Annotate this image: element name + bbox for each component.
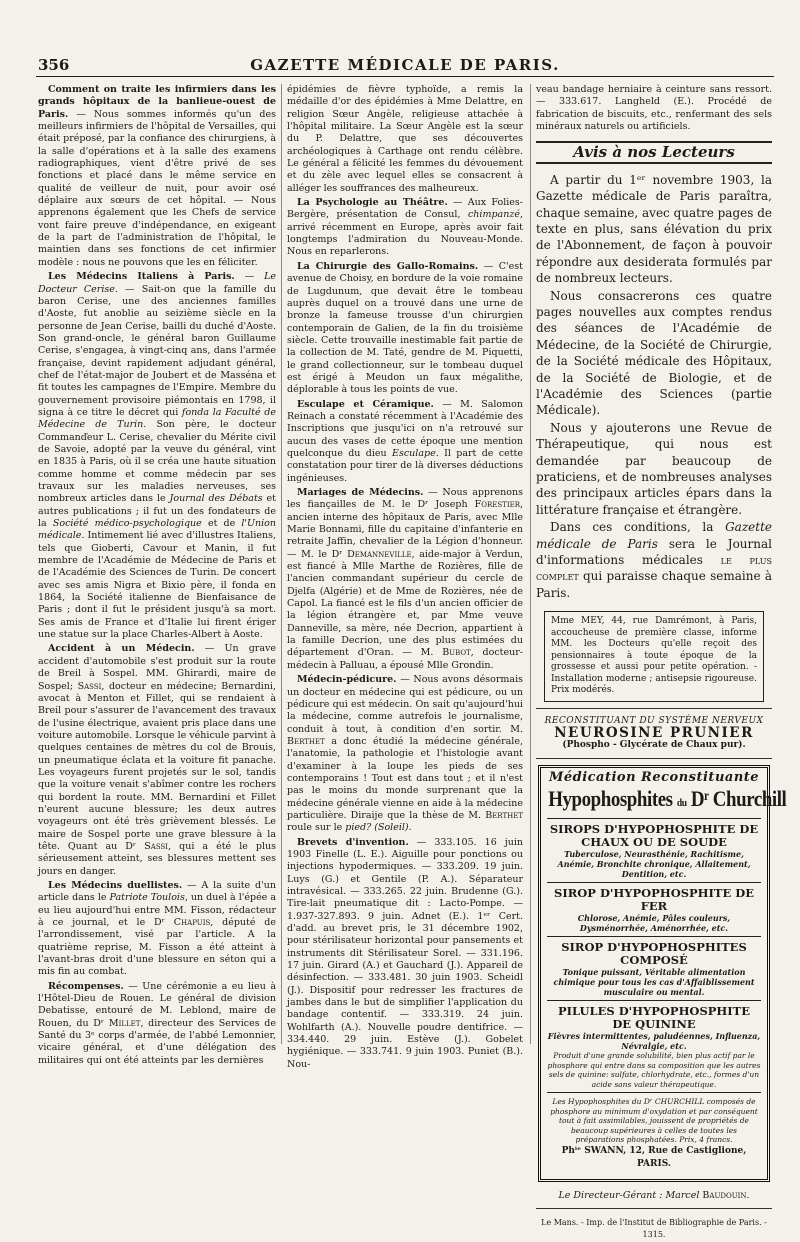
ad-section: PILULES D'HYPOPHOSPHITE DE QUININE Fièvres intermittentes, paludéennes, Influenza, Névralgie, etc. Produit d'une grande solubilité, bien plus actif par le phosphore qui entre dans sa composition que les autres sels de quinine: sulfate, chlorhydrate, etc., formes d'un acide sans valeur thérapeutique.: [547, 1000, 761, 1092]
article-chirurgie-gallo-romains: La Chirurgie des Gallo-Romains. — C'est avenue de Choisy, en bordure de la voie romaine de Lugdunum, que devait être le tombeau auprès duquel on a trouvé dans une urne de bronze la fameuse trousse d'un chirurgien contemporain de Galien, de la fin du troisième siècle. Cette trouvaille inestimable fait partie de la collection de M. Taté, gendre de M. Piquetti, le grand collectionneur, sur le tombeau duquel est érigé à Meudon un faux mégalithe, déplorable à tous les points de vue.: [287, 260, 523, 396]
article-heading: Comment on traite les infirmiers dans les grands hôpitaux de la banlieue-ouest de Paris.: [38, 84, 276, 120]
director-credit: Le Directeur-Gérant : Marcel Baudouin.: [558, 1189, 750, 1201]
article-medecin-pedicure: Médecin-pédicure. — Nous avons désormais un docteur en médecine qui est pédicure, ou un pédicure qui est médecin. On sait qu'aujourd'hui la médecine, comme autrefois le journalisme, conduit à tout, à condition d'en sortir. M. Berthet a donc étudié la médecine générale, l'anatomie, la pathologie et l'histologie avant d'examiner à la loupe les pieds de ses contemporains ! Tout est dans tout ; et il n'est pas le moins du monde surprenant que la médecine générale vienne en aide à la médecine particulière. Diraije que la thèse de M. Berthet roule sur le pied? (Soleil).: [287, 674, 523, 834]
article-recompenses: Récompenses. — Une cérémonie a eu lieu à l'Hôtel-Dieu de Rouen. Le général de division Debatisse, entouré de M. Leblond, maire de Rouen, du Dʳ Millet, directeur des Services de Santé du 3ᵉ corps d'armée, de l'abbé Lemonnier, vicaire général, et d'une délégation des militaires qui ont été atteints par les dernières: [38, 980, 276, 1066]
ad-section: SIROP D'HYPOPHOSPHITE DE FER Chlorose, Anémie, Pâles couleurs, Dysménorrhée, Aménorrhée, etc.: [547, 882, 761, 936]
ad-mey-midwife: Mme MEY, 44, rue Damrémont, à Paris, accoucheuse de première classe, informe MM. les Docteurs qu'elle reçoit des pensionnaires à toute époque de la grossesse et aussi pour petite opération. - Installation moderne ; antisepsie rigoureuse. Prix modérés.: [544, 611, 764, 702]
notice-to-readers: A partir du 1ᵉʳ novembre 1903, la Gazette médicale de Paris paraîtra, chaque semaine, avec quatre pages de texte en plus, sans élévation du prix de l'Abonnement, de façon à pouvoir répondre aux desiderata formulés par de nombreux lecteurs. Nous consacrerons ces quatre pages nouvelles aux comptes rendus des séances de l'Académie de Médecine, de la Société de Chirurgie, de la Société médicale des Hôpitaux, de la Société de Biologie, et de l'Académie des Sciences (partie Médicale). Nous y ajouterons une Revue de Thérapeutique, qui nous est demandée par beaucoup de praticiens, et de nombreuses analyses des principaux articles épars dans la littérature française et étrangère. Dans ces conditions, la Gazette médicale de Paris sera le Journal d'informations médicales le plus complet qui paraisse chaque semaine à Paris.: [536, 172, 773, 600]
ad-section: SIROPS D'HYPOPHOSPHITE DE CHAUX OU DE SOUDE Tuberculose, Neurasthénie, Rachitisme, Anémie, Bronchite chronique, Allaitement, Dentition, etc.: [547, 818, 761, 882]
divider: [536, 708, 772, 709]
article-heading: Récompenses.: [48, 980, 124, 992]
printer-credit: Le Mans. - Imp. de l'Institut de Bibliographie de Paris. - 1315.: [541, 1218, 767, 1240]
article-esculape: Esculape et Céramique. — M. Salomon Reinach a constaté récemment à l'Académie des Inscriptions que jusqu'ici on n'a retrouvé sur aucun des vases de cette époque une mention quelconque du dieu Esculape. Il part de cette constatation pour tirer de là diverses déductions ingénieuses.: [287, 398, 523, 484]
ad-pharmacy-address: Phⁱᵉ SWANN, 12, Rue de Castiglione, PARIS.: [561, 1145, 747, 1169]
article-heading: Mariages de Médecins.: [297, 487, 424, 498]
journal-title: GAZETTE MÉDICALE DE PARIS.: [250, 56, 560, 74]
column-3: [536, 84, 787, 1240]
ad-section: SIROP D'HYPOPHOSPHITES COMPOSÉ Tonique puissant, Véritable alimentation chimique pour tous les cas d'Affaiblissement musculaire ou mental.: [547, 936, 761, 1000]
article-heading: Esculape et Céramique.: [297, 398, 434, 410]
ad-section: Les Hypophosphites du Dʳ CHURCHILL composés de phosphore au minimum d'oxydation et par conséquent tout à fait assimilables, jouissent de propriétés de beaucoup supérieures à celles de toutes les préparations phosphatées. Prix, 4 francs. Phⁱᵉ SWANN, 12, Rue de Castiglione, PARIS.: [547, 1092, 761, 1174]
page-number: 356: [38, 56, 70, 74]
column-divider: [530, 84, 531, 1044]
ad-hypophosphites-churchill: [538, 765, 787, 1182]
divider: [536, 758, 772, 759]
article-heading: Médecin-pédicure.: [297, 674, 397, 686]
article-mariages: Mariages de Médecins. — Nous apprenons les fiançailles de M. le Dʳ Joseph Forestier, ancien interne des hôpitaux de Paris, avec Mlle Marie Bonnami, fille du capitaine d'infanterie en retraite Jaffin, chevalier de la Légion d'honneur. — M. le Dʳ Demanneville, aide-major à Verdun, est fiancé à Mlle Marthe de Rozières, fille de l'ancien commandant supérieur du cercle de Djelfa (Algérie) et de Mme de Rozières, née de Capol. La fiancé est le fils d'un ancien officier de la légion étrangère et, par Mme veuve Danneville, sa mère, née Decrion, appartient à la famille Decrion, une des plus estimées du département d'Oran. — M. Bubot, docteur-médecin à Palluau, a épousé Mlle Grondin.: [287, 487, 524, 671]
article-heading: Brevets d'invention.: [297, 836, 409, 848]
article-heading: Les Médecins Italiens à Paris.: [48, 271, 235, 283]
article-psychologie-theatre: La Psychologie au Théâtre. — Aux Folies-Bergère, présentation de Consul, chimpanzé, arrivé récemment en Europe, après avoir fait longtemps l'admiration du Nouveau-Monde. Nous en reparlerons.: [287, 197, 523, 258]
ad-product-title: Hypophosphites du Dʳ Churchill: [548, 786, 787, 812]
column-divider: [281, 84, 282, 1044]
article-duellistes: Les Médecins duellistes. — A la suite d'un article dans le Patriote Toulois, un duel à l'épée a eu lieu aujourd'hui entre MM. Fisson, rédacteur à ce journal, et le Dʳ Chapuis, député de l'arrondissement, visé par l'article. A la quatrième reprise, M. Fisson a été atteint à l'avant-bras droit d'une blessure en séton qui a mis fin au combat.: [38, 880, 276, 978]
column-2: [287, 84, 524, 1070]
article-heading: Les Médecins duellistes.: [48, 880, 183, 891]
article-recompenses-cont: épidémies de fièvre typhoïde, a remis la médaille d'or des épidémies à Mme Delattre, en religion Sœur Angèle, religieuse attachée à l'hôpital militaire. La Sœur Angèle est la sœur du P. Delattre, que ses découvertes archéologiques à Carthage ont rendu célèbre. Le général a félicité les femmes du dévouement et du zèle avec lequel elles se consacrent à alléger les souffrances des malheureux.: [287, 84, 523, 194]
article-heading: La Psychologie au Théâtre.: [297, 197, 448, 209]
article-heading: Accident à un Médecin.: [48, 643, 195, 655]
ad-neurosine: RECONSTITUANT DU SYSTÈME NERVEUX NEUROSINE PRUNIER (Phospho - Glycérate de Chaux pur).: [544, 715, 764, 751]
article-brevets: Brevets d'invention. — 333.105. 16 juin 1903 Finelle (L. E.). Aiguille pour ponctions ou injections hypodermiques. — 333.209. 19 juin. Luys (G.) et Gentile (P. A.). Séparateur intravésical. — 333.265. 22 juin. Brudenne (G.). Tire-lait pneumatique dit : Lacto-Pompe. — 1.937-327.893. 9 juin. Adnet (E.). 1ᵉʳ Cert. d'add. au brevet pris, le 31 décembre 1902, pour stérilisateur horizontal pour pansements et instruments dit Stérilisateur Sorel. — 331.196. 17 juin. Girard (A.) et Gauchard (J.). Appareil de désinfection. — 333.481. 30 juin 1903. Scheidl (J.). Dispositif pour redresser les fractures de jambes dans le but de simplifier l'application du bandage contentif. — 333.319. 24 juin. Wohlfarth (A.). Nouvelle poudre dentifrice. — 334.440. 29 juin. Estève (J.). Gobelet hygiénique. — 333.741. 9 juin 1903. Puniet (B.). Nou-: [287, 836, 523, 1070]
divider: [536, 1208, 772, 1209]
article-accident: Accident à un Médecin. — Un grave accident d'automobile s'est produit sur la route de Breil à Sospel. MM. Ghirardi, maire de Sospel; Sassi, docteur en médecine; Bernardini, avocat à Menton et Fillet, qui se rendaient à Breil pour s'assurer de l'avancement des travaux de l'usine électrique, avaient pris place dans une voiture automobile. Lorsque le véhicule parvint à quelques centaines de mètres du col de Brouis, un pneumatique éclata et la voiture fit panache. Les voyageurs furent projetés sur le sol, tandis que la voiture venait s'abîmer contre les rochers qui bordent la route. MM. Bernardini et Fillet n'eurent aucune blessure; les deux autres voyageurs ont été très grièvement blessés. Le maire de Sospel porte une grave blessure à la tête. Quant au Dʳ Sassi, qui a été le plus sérieusement atteint, ses blessures mettent ses jours en danger.: [38, 643, 277, 877]
article-medecins-italiens: Les Médecins Italiens à Paris. — Le Docteur Cerise. — Sait-on que la famille du baron Cerise, une des anciennes familles d'Aoste, fut anoblie au seizième siècle en la personne de Jean Cerise, bailli du duché d'Aoste. Son grand-oncle, le général baron Guillaume Cerise, s'engagea, à vingt-cinq ans, dans l'armée française, devint rapidement adjudant général, chef de l'état-major de Joubert et de Masséna et fit toutes les campagnes de l'Empire. Membre du gouvernement provisoire piémontais en 1798, il signa à ce titre le décret qui fonda la Faculté de Médecine de Turin. Son père, le docteur Commanďeur L. Cerise, chevalier du Mérite civil de Savoie, adopté par la veuve du général, vint en 1835 à Paris, où il se créa une haute situation comme homme et comme médecin par ses travaux sur les maladies nerveuses, ses nombreux articles dans le Journal des Débats et autres publications ; il fut un des fondateurs de la Société médico-psychologique et de l'Union médicale. Intimement lié avec d'illustres Italiens, tels que Gioberti, Cavour et Manin, il fut membre de l'Académie de Médecine de Paris et de l'Académie des Sciences de Turin. De concert avec ses amis Nigra et Bixio père, il fonda en 1864, la Société italienne de Bienfaisance de Paris ; dont il fut le président jusqu'à sa mort. Ses amis de France et d'Italie lui firent ériger une statue sur la place Charles-Albert à Aoste.: [38, 271, 277, 641]
notice-title: Avis à nos Lecteurs: [536, 141, 772, 163]
article-heading: La Chirurgie des Gallo-Romains.: [297, 260, 479, 272]
page-header: [36, 54, 774, 77]
ad-medication-title: Médication Reconstituante: [548, 769, 760, 785]
column-1: [38, 84, 277, 1066]
article-brevets-cont: veau bandage herniaire à ceinture sans ressort. — 333.617. Langheld (E.). Procédé de fabrication de biscuits, etc., renfermant des sels minéraux naturels ou artificiels.: [536, 84, 772, 133]
article-infirmiers: Comment on traite les infirmiers dans les grands hôpitaux de la banlieue-ouest de Paris. — Nous sommes informés qu'un des meilleurs infirmiers de l'hôpital de Versailles, qui était préposé, par la confiance des chirurgiens, à la salle d'opérations et à la salle des examens radiographiques, vient d'être privé de ses fonctions et placé dans le même service en qualité de veilleur de nuit, pour avoir osé déplaire aux sœurs de cet hôpital. — Nous apprenons également que les Chefs de service vont faire preuve d'indépendance, en exigeant de la part de l'administration de l'hôpital, le maintien dans ses fonctions de cet infirmier modèle : nous ne pouvons que les en féliciter.: [38, 84, 276, 268]
